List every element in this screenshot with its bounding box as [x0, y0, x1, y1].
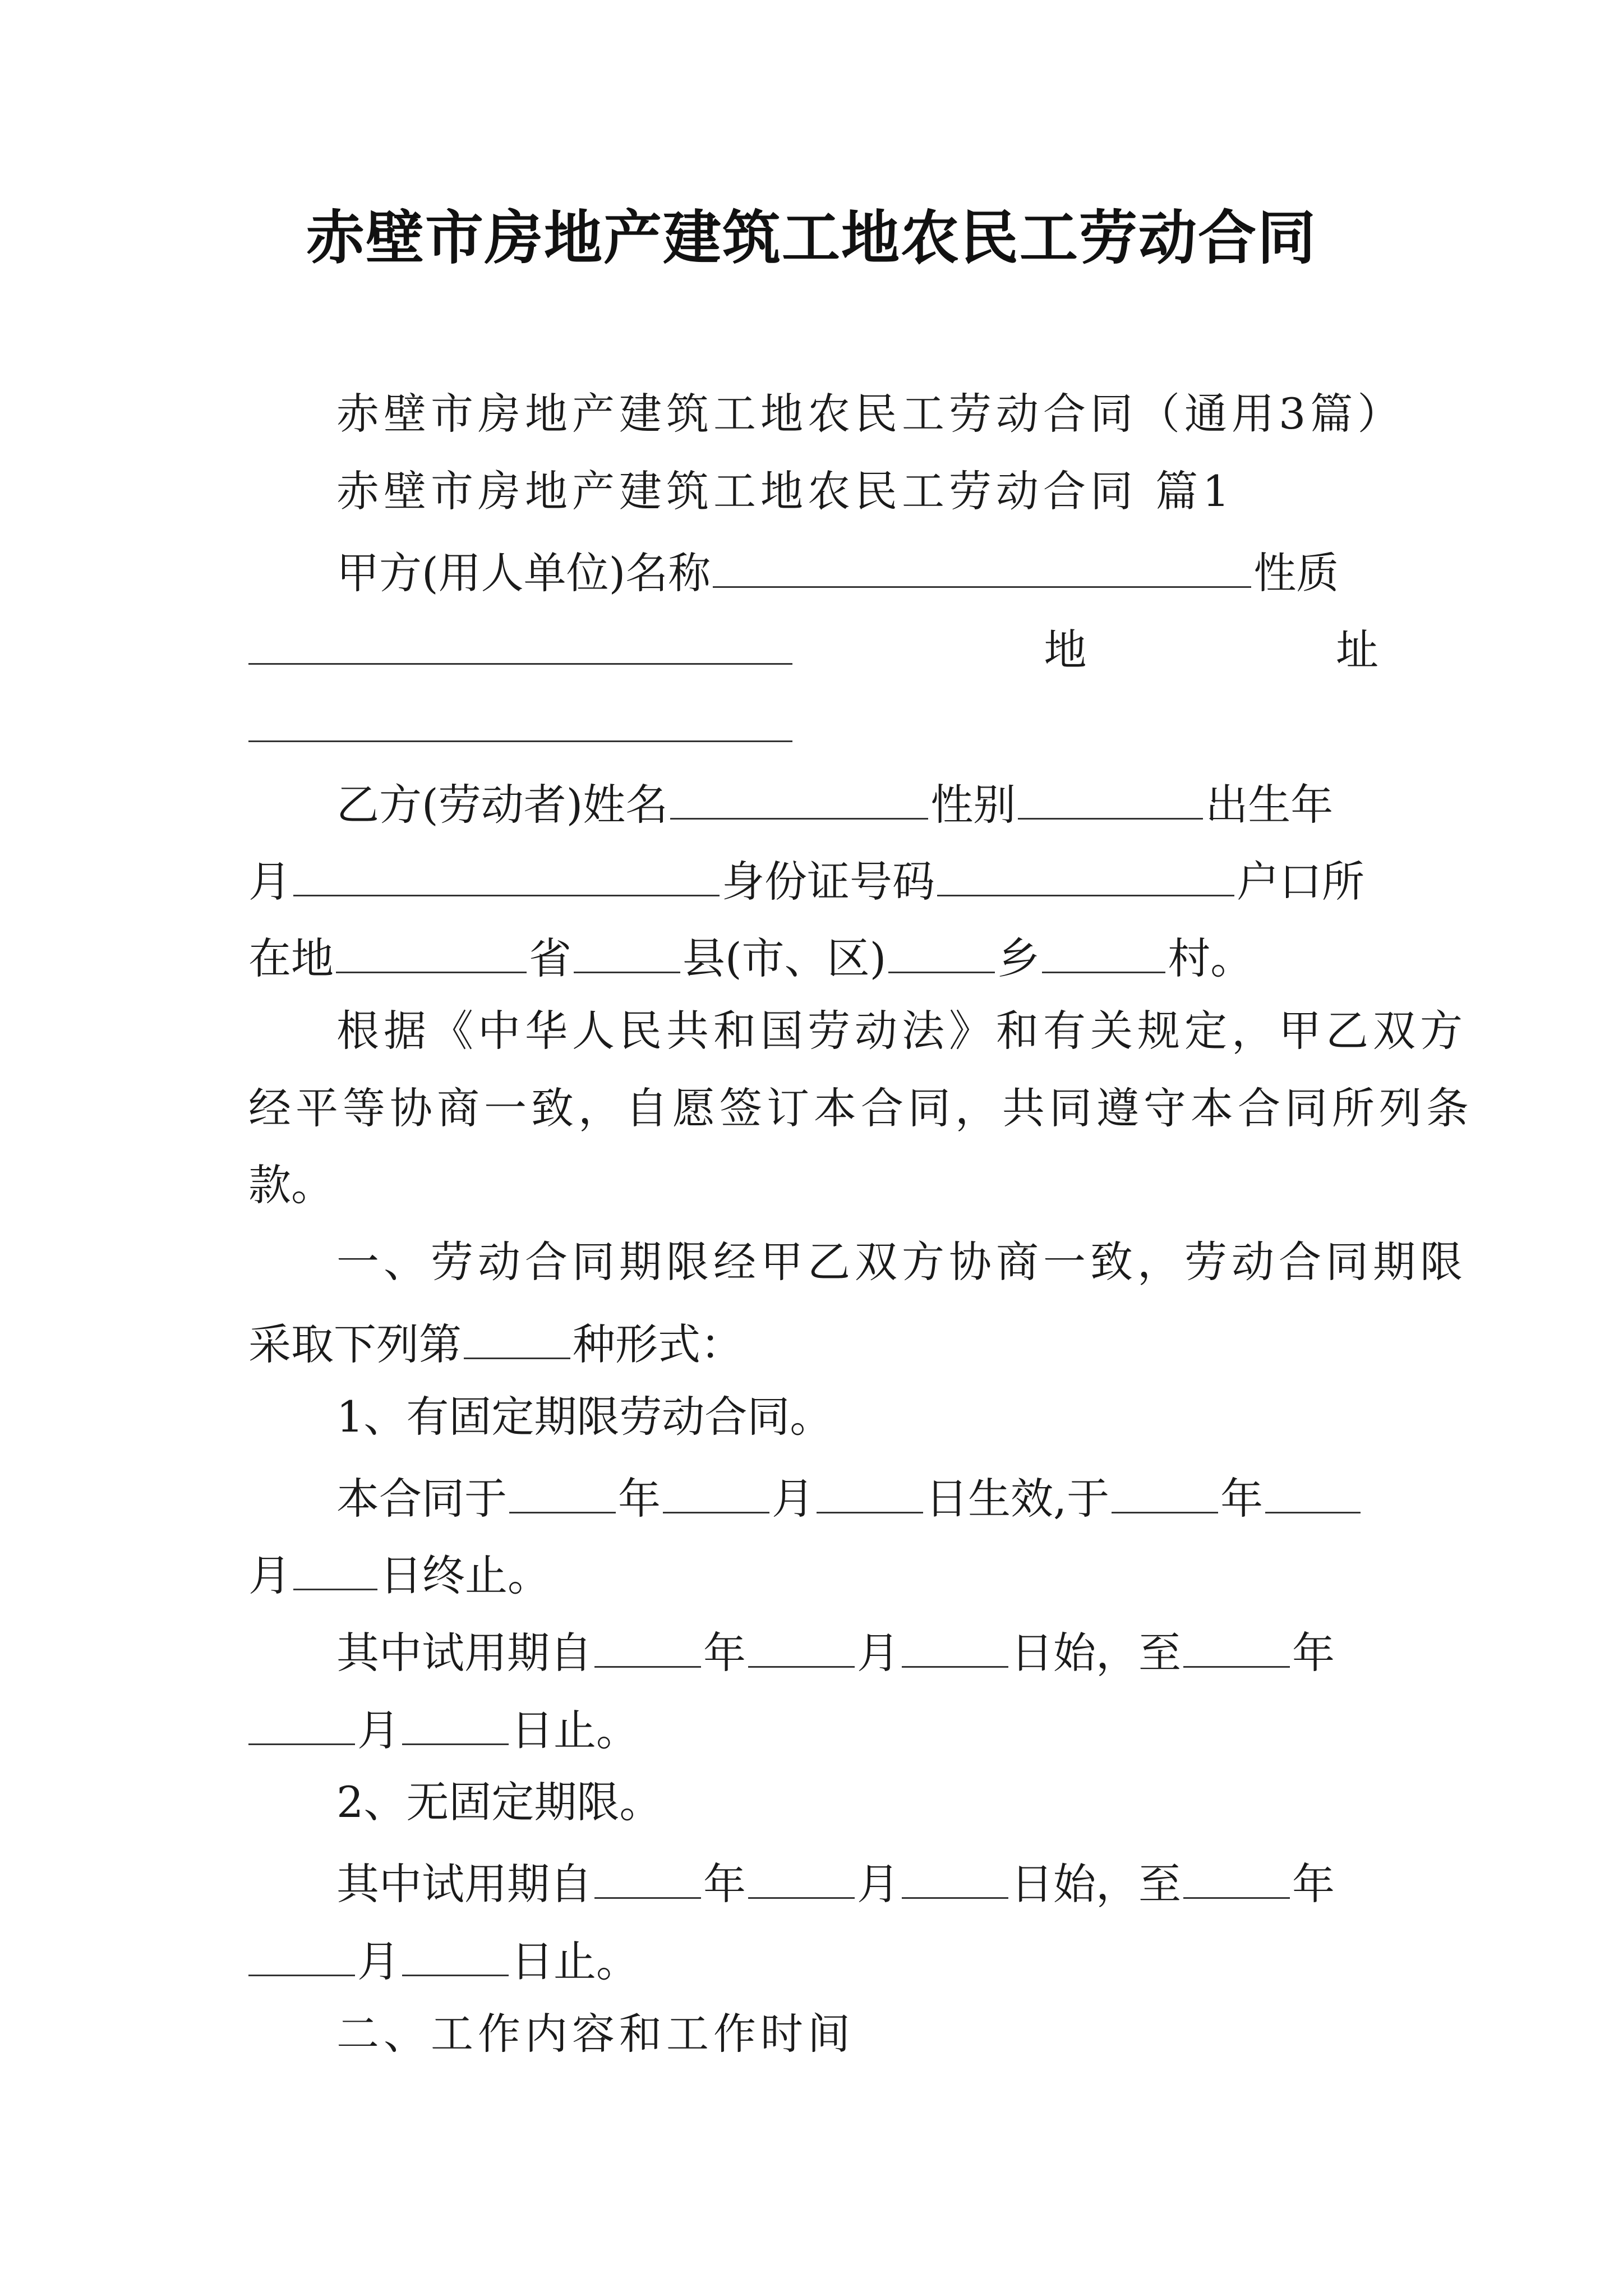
paragraph-line: [248, 1083, 1473, 1133]
label: 年: [703, 1628, 746, 1678]
text: 一、劳动合同期限经甲乙双方协商一致，劳动合同期限: [336, 1237, 1467, 1287]
label: 日终止。: [380, 1550, 550, 1600]
text: 2、无固定期限。: [336, 1777, 662, 1827]
label: 出生年: [1205, 780, 1334, 830]
blank-field[interactable]: [248, 624, 792, 665]
label: 年: [1220, 1474, 1264, 1524]
paragraph-line: [248, 1160, 1378, 1210]
blank-field[interactable]: [888, 932, 995, 973]
text: 经平等协商一致，自愿签订本合同，共同遵守本合同所列条: [248, 1083, 1473, 1133]
label: 地: [1044, 625, 1087, 675]
probation-line: [336, 1858, 1378, 1909]
label: 日始，至: [1011, 1859, 1181, 1909]
label: 乙方(劳动者)姓名: [336, 780, 668, 830]
blank-field[interactable]: [1018, 779, 1203, 820]
text: 赤壁市房地产建筑工地农民工劳动合同 篇1: [336, 466, 1234, 516]
blank-field[interactable]: [509, 1473, 616, 1513]
blank-field[interactable]: [1183, 1858, 1290, 1899]
label: 其中试用期自: [336, 1628, 592, 1678]
text: 根据《中华人民共和国劳动法》和有关规定，甲乙双方: [336, 1006, 1467, 1056]
label: 月: [857, 1628, 900, 1678]
blank-field[interactable]: [1183, 1627, 1290, 1668]
label: 日止。: [511, 1705, 639, 1755]
label: 乡: [997, 933, 1040, 983]
label: 村。: [1168, 933, 1253, 983]
probation-end-line: [248, 1935, 1378, 1986]
blank-field[interactable]: [902, 1858, 1008, 1899]
label: 性质: [1253, 548, 1339, 598]
probation-end-line: [248, 1704, 1378, 1755]
label: 日生效,于: [925, 1474, 1110, 1524]
blank-field[interactable]: [594, 1627, 701, 1668]
clause-form-line: [248, 1318, 1378, 1369]
party-a-name-line: [336, 547, 1378, 598]
label: 址: [1336, 625, 1378, 675]
blank-field[interactable]: [663, 1473, 769, 1513]
label: 其中试用期自: [336, 1859, 592, 1909]
blank-field[interactable]: [902, 1627, 1008, 1668]
item-line: [336, 1777, 1467, 1827]
blank-field[interactable]: [670, 779, 928, 820]
paragraph-line: [336, 1006, 1467, 1056]
label: 省: [529, 933, 571, 983]
text: 二、工作内容和工作时间: [336, 2009, 855, 2059]
label: 年: [618, 1474, 661, 1524]
blank-field[interactable]: [293, 1549, 377, 1590]
party-b-id-line: [248, 855, 1378, 907]
blank-field[interactable]: [1042, 932, 1165, 973]
label: 年: [703, 1859, 746, 1909]
label: 身份证号码: [722, 857, 935, 907]
label: 月: [248, 1550, 291, 1600]
blank-field[interactable]: [464, 1318, 570, 1359]
label: 年: [1292, 1628, 1335, 1678]
blank-field[interactable]: [594, 1858, 701, 1899]
label: 月: [772, 1474, 814, 1524]
clause-heading: [336, 1237, 1467, 1287]
blank-field[interactable]: [1265, 1473, 1361, 1513]
party-b-line: [336, 779, 1378, 830]
text: 赤壁市房地产建筑工地农民工劳动合同（通用3篇）: [336, 389, 1405, 439]
blank-field[interactable]: [248, 1935, 355, 1976]
label: 采取下列第: [248, 1319, 462, 1369]
label: 月: [357, 1936, 400, 1986]
blank-field[interactable]: [748, 1627, 855, 1668]
blank-field[interactable]: [574, 932, 680, 973]
party-b-residence-line: [248, 932, 1378, 983]
document-title: 赤壁市房地产建筑工地农民工劳动合同: [306, 203, 1317, 272]
label: 日始，至: [1011, 1628, 1181, 1678]
label: 月: [857, 1859, 900, 1909]
label: 日止。: [511, 1936, 639, 1986]
blank-field[interactable]: [937, 855, 1234, 896]
subtitle-line: [336, 389, 1467, 439]
item-line: [336, 1392, 1467, 1442]
label: 本合同于: [336, 1474, 507, 1524]
blank-field[interactable]: [748, 1858, 855, 1899]
label: 户口所: [1237, 857, 1364, 907]
label: 种形式：: [573, 1319, 743, 1369]
party-a-address-line: [248, 624, 1378, 675]
text: 1、有固定期限劳动合同。: [336, 1392, 833, 1442]
effective-date-line: [336, 1473, 1378, 1524]
address-blank-line: [248, 701, 1378, 749]
blank-field[interactable]: [402, 1935, 509, 1976]
label: 性别: [930, 780, 1016, 830]
probation-line: [336, 1627, 1378, 1678]
blank-field[interactable]: [713, 547, 1251, 588]
termination-date-line: [248, 1549, 1378, 1600]
clause-heading: [336, 2009, 1467, 2059]
blank-field[interactable]: [336, 932, 527, 973]
blank-field[interactable]: [1112, 1473, 1218, 1513]
blank-field[interactable]: [248, 701, 792, 742]
label: 县(市、区): [683, 933, 887, 983]
blank-field[interactable]: [817, 1473, 923, 1513]
label: 月: [248, 857, 291, 907]
blank-field[interactable]: [293, 855, 720, 896]
label: 甲方(用人单位)名称: [336, 548, 711, 598]
section-heading: [336, 466, 1467, 516]
label: 月: [357, 1705, 400, 1755]
blank-field[interactable]: [402, 1704, 509, 1745]
text: 款。: [248, 1160, 334, 1210]
label: 在地: [248, 933, 334, 983]
blank-field[interactable]: [248, 1704, 355, 1745]
label: 年: [1292, 1859, 1335, 1909]
